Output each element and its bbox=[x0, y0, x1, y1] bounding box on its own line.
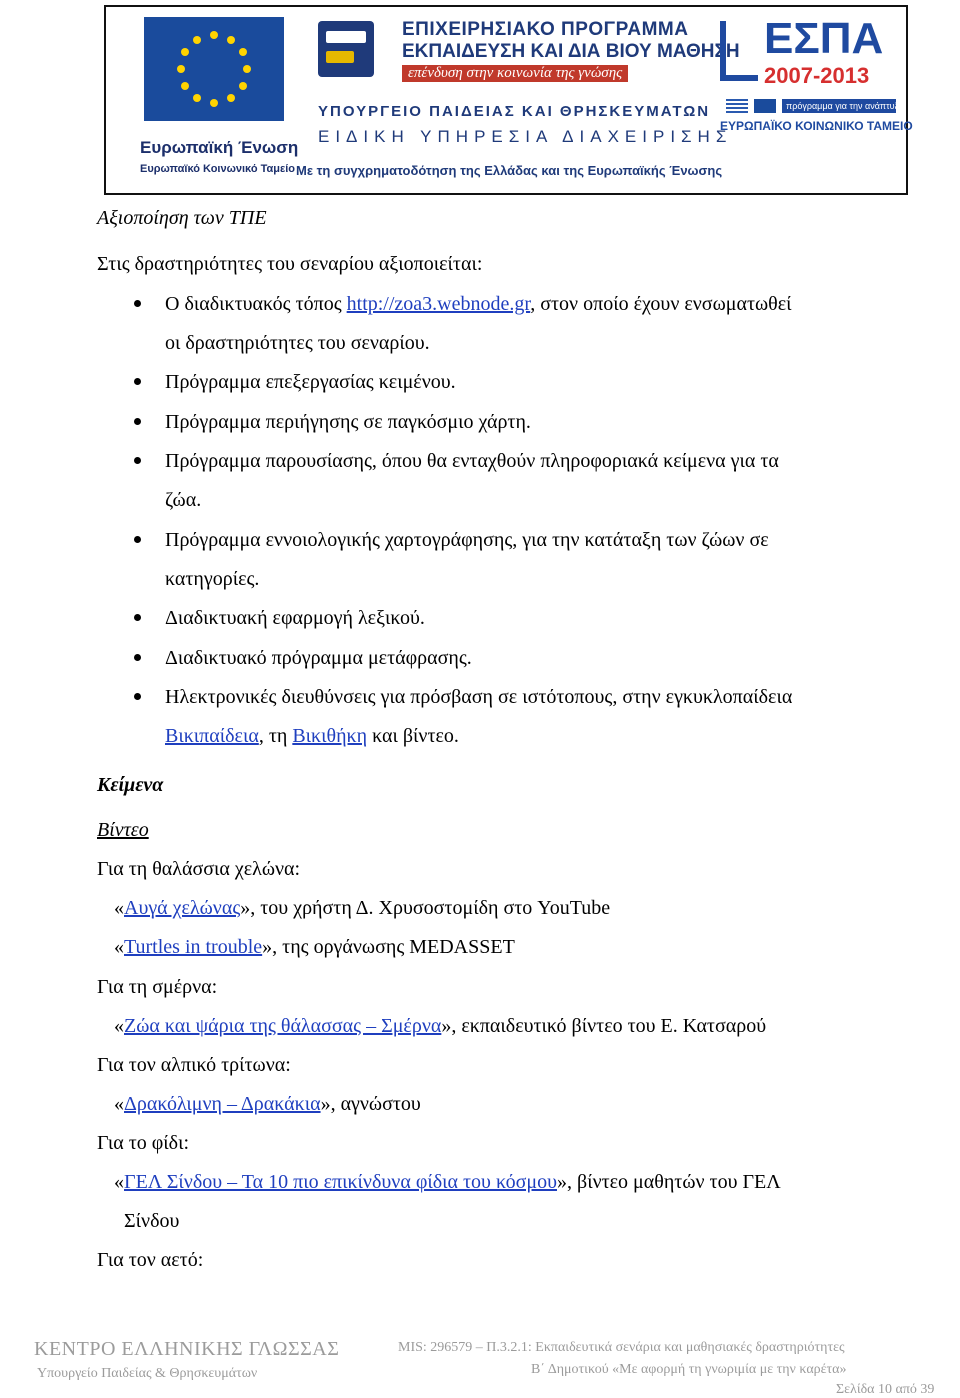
quote-mark: « bbox=[114, 1171, 124, 1193]
section-title-texts: Κείμενα bbox=[97, 774, 164, 796]
espa-title: ΕΣΠΑ bbox=[764, 14, 884, 63]
newt-video-link[interactable]: Δρακόλιμνη – Δρακάκια bbox=[124, 1093, 321, 1115]
wikisource-link[interactable]: Βικιθήκη bbox=[292, 725, 368, 747]
video-entry-text: », εκπαιδευτικό βίντεο του Ε. Κατσαρού bbox=[441, 1015, 767, 1037]
programme-emblem-icon bbox=[318, 21, 374, 77]
quote-mark: « bbox=[114, 1015, 124, 1037]
newt-label: Για τον αλπικό τρίτωνα: bbox=[97, 1054, 291, 1076]
eagle-label: Για τον αετό: bbox=[97, 1249, 204, 1271]
espa-flags bbox=[726, 99, 904, 115]
cofunding-note: Με τη συγχρηματοδότηση της Ελλάδας και της Ευρωπαϊκής Ένωσης bbox=[296, 163, 723, 178]
list-item: Πρόγραμμα επεξεργασίας κειμένου. bbox=[165, 371, 456, 393]
list-item-text: , τη bbox=[258, 725, 293, 747]
quote-mark: « bbox=[114, 936, 124, 958]
turtle-label: Για τη θαλάσσια χελώνα: bbox=[97, 858, 301, 880]
intro-text: Στις δραστηριότητες του σεναρίου αξιοποιείται: bbox=[97, 253, 483, 275]
bullet-marker bbox=[134, 418, 141, 425]
eu-logo bbox=[134, 15, 299, 185]
wikipedia-link[interactable]: Βικιπαίδεια bbox=[165, 725, 259, 747]
list-item-continuation bbox=[165, 724, 459, 748]
list-item: Διαδικτυακό πρόγραμμα μετάφρασης. bbox=[165, 647, 472, 669]
subsection-title-video: Βίντεο bbox=[97, 819, 149, 841]
turtle-eggs-video-link[interactable]: Αυγά χελώνας bbox=[124, 897, 241, 919]
greek-flag-icon bbox=[726, 99, 748, 113]
footer-ministry: Υπουργείο Παιδείας & Θρησκευμάτων bbox=[37, 1366, 258, 1381]
video-entry-continuation: Σίνδου bbox=[124, 1210, 180, 1232]
bullet-marker bbox=[134, 300, 141, 307]
list-item bbox=[165, 292, 792, 316]
video-entry bbox=[114, 1014, 766, 1038]
video-entry-text: », αγνώστου bbox=[320, 1093, 421, 1115]
espa-fund-name: ΕΥΡΩΠΑΪΚΟ ΚΟΙΝΩΝΙΚΟ ΤΑΜΕΙΟ bbox=[720, 119, 913, 133]
eu-flag-icon bbox=[144, 17, 284, 121]
bullet-marker bbox=[134, 654, 141, 661]
moray-video-link[interactable]: Ζώα και ψάρια της θάλασσας – Σμέρνα bbox=[124, 1015, 442, 1037]
video-entry-text: », της οργάνωσης MEDASSET bbox=[262, 936, 515, 958]
header-banner bbox=[104, 5, 913, 195]
managing-service: ΕΙΔΙΚΗ ΥΠΗΡΕΣΙΑ ΔΙΑΧΕΙΡΙΣΗΣ bbox=[318, 127, 733, 146]
programme-title-line1: ΕΠΙΧΕΙΡΗΣΙΑΚΟ ΠΡΟΓΡΑΜΜΑ bbox=[402, 19, 689, 40]
video-entry bbox=[114, 896, 610, 920]
eu-subtitle: Ευρωπαϊκό Κοινωνικό Ταμείο bbox=[140, 163, 295, 175]
video-entry bbox=[114, 935, 515, 959]
zoa3-website-link[interactable]: http://zoa3.webnode.gr bbox=[346, 293, 531, 315]
snakes-video-link[interactable]: ΓΕΛ Σίνδου – Τα 10 πιο επικίνδυνα φίδια του κόσμου bbox=[124, 1171, 558, 1193]
list-item: Πρόγραμμα περιήγησης σε παγκόσμιο χάρτη. bbox=[165, 411, 531, 433]
programme-slogan: επένδυση στην κοινωνία της γνώσης bbox=[402, 65, 628, 82]
snake-label: Για το φίδι: bbox=[97, 1132, 190, 1154]
list-item-text: Ο διαδικτυακός τόπος bbox=[165, 293, 347, 315]
footer-center-name: ΚΕΝΤΡΟ ΕΛΛΗΝΙΚΗΣ ΓΛΩΣΣΑΣ bbox=[34, 1338, 340, 1360]
bullet-marker bbox=[134, 614, 141, 621]
turtles-in-trouble-video-link[interactable]: Turtles in trouble bbox=[124, 936, 263, 958]
list-item: Διαδικτυακή εφαρμογή λεξικού. bbox=[165, 607, 425, 629]
programme-title-line2: ΕΚΠΑΙΔΕΥΣΗ ΚΑΙ ΔΙΑ ΒΙΟΥ ΜΑΘΗΣΗ bbox=[402, 41, 740, 62]
bullet-marker bbox=[134, 536, 141, 543]
eu-small-flag-icon bbox=[754, 99, 776, 113]
footer-mis: MIS: 296579 – Π.3.2.1: Εκπαιδευτικά σενάρια και μαθησιακές δραστηριότητες bbox=[398, 1340, 845, 1355]
bullet-marker bbox=[134, 378, 141, 385]
list-item-continuation: ζώα. bbox=[165, 489, 202, 511]
espa-mark-icon bbox=[720, 21, 758, 81]
video-entry-text: », του χρήστη Δ. Χρυσοστομίδη στο YouTube bbox=[240, 897, 611, 919]
quote-mark: « bbox=[114, 1093, 124, 1115]
list-item: Πρόγραμμα παρουσίασης, όπου θα ενταχθούν πληροφοριακά κείμενα για τα bbox=[165, 450, 779, 472]
moray-label: Για τη σμέρνα: bbox=[97, 976, 218, 998]
espa-motto: πρόγραμμα για την ανάπτυξη bbox=[782, 99, 896, 113]
section-title-ict: Αξιοποίηση των ΤΠΕ bbox=[97, 207, 267, 229]
eu-title: Ευρωπαϊκή Ένωση bbox=[140, 138, 299, 157]
programme-logo bbox=[296, 19, 740, 179]
espa-logo bbox=[720, 14, 913, 147]
list-item: Ηλεκτρονικές διευθύνσεις για πρόσβαση σε ιστότοπους, στην εγκυκλοπαίδεια bbox=[165, 686, 793, 708]
list-item: Πρόγραμμα εννοιολογικής χαρτογράφησης, για την κατάταξη των ζώων σε bbox=[165, 529, 769, 551]
list-item-text: , στον οποίο έχουν ενσωματωθεί bbox=[530, 293, 792, 315]
bullet-marker bbox=[134, 693, 141, 700]
list-item-text: και βίντεο. bbox=[367, 725, 459, 747]
quote-mark: « bbox=[114, 897, 124, 919]
bullet-marker bbox=[134, 457, 141, 464]
espa-years: 2007-2013 bbox=[764, 63, 870, 88]
list-item-continuation: οι δραστηριότητες του σεναρίου. bbox=[165, 332, 430, 354]
list-item-continuation: κατηγορίες. bbox=[165, 568, 260, 590]
video-entry bbox=[114, 1092, 421, 1116]
video-entry bbox=[114, 1170, 781, 1194]
ministry-name: ΥΠΟΥΡΓΕΙΟ ΠΑΙΔΕΙΑΣ ΚΑΙ ΘΡΗΣΚΕΥΜΑΤΩΝ bbox=[318, 103, 711, 120]
footer-page-number: Σελίδα 10 από 39 bbox=[836, 1382, 935, 1397]
video-entry-text: », βίντεο μαθητών του ΓΕΛ bbox=[557, 1171, 781, 1193]
footer-grade: Β΄ Δημοτικού «Με αφορμή τη γνωριμία με την καρέτα» bbox=[531, 1362, 847, 1377]
